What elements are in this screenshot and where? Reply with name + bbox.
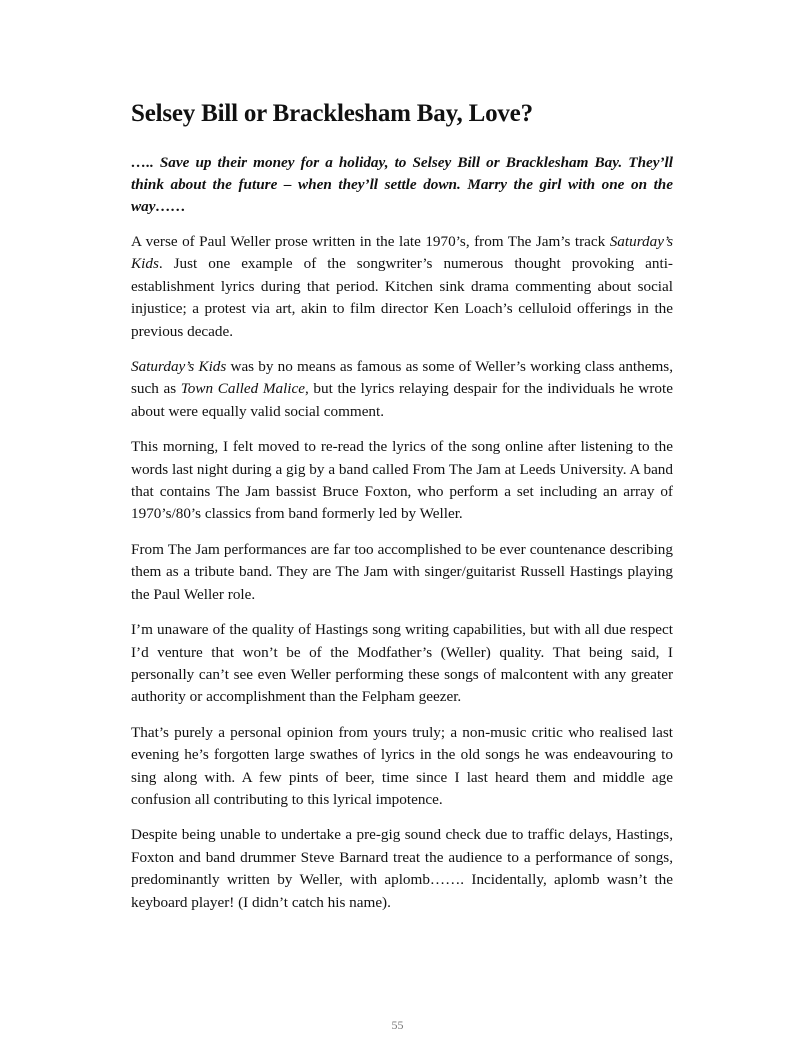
paragraph-1-text-end: . Just one example of the songwriter’s numerous thought provoking anti-establishment lyrics during that period. Kitchen sink drama commenting about social injustice; a protest via art, akin to film director Ken Loach’s celluloid offerings in the previous decade.: [131, 255, 673, 340]
paragraph-1: [131, 231, 673, 343]
paragraph-3: This morning, I felt moved to re-read the lyrics of the song online after listening to the words last night during a gig by a band called From The Jam at Leeds University. A band that contains The Jam bassist Bruce Foxton, who perform a set including an array of 1970’s/80’s classics from band formerly led by Weller.: [131, 438, 673, 523]
song-title-saturdays-kids-2: Saturday’s Kids: [131, 358, 227, 376]
song-title-town-called-malice: Town Called Malice: [180, 380, 306, 398]
paragraph-2-text-middle: was by no means as famous as some of Weller’s working class anthems, such as: [131, 358, 673, 398]
paragraph-7: Despite being unable to undertake a pre-gig sound check due to traffic delays, Hastings, Foxton and band drummer Steve Barnard treat the audience to a performance of songs, predominantly written by Weller, with aplomb……. Incidentally, aplomb wasn’t the keyboard player! (I didn’t catch his name).: [131, 826, 673, 911]
page-content: [131, 98, 673, 927]
song-title-saturdays-kids: Saturday’s Kids: [131, 233, 673, 273]
paragraph-1-text-start: A verse of Paul Weller prose written in the late 1970’s, from The Jam’s track: [131, 233, 610, 250]
paragraph-5: I’m unaware of the quality of Hastings song writing capabilities, but with all due respect I’d venture that won’t be of the Modfather’s (Weller) quality. That being said, I personally can’t see even Weller performing these songs of malcontent with any greater authority or accomplishment than the Felpham geezer.: [131, 621, 673, 706]
page-number: 55: [391, 1018, 404, 1032]
paragraph-2-text-end: , but the lyrics relaying despair for the individuals he wrote about were equally valid social comment.: [131, 380, 673, 420]
page-title: Selsey Bill or Bracklesham Bay, Love?: [131, 100, 533, 127]
epigraph-quote: ….. Save up their money for a holiday, to Selsey Bill or Bracklesham Bay. They’ll think about the future – when they’ll settle down. Marry the girl with one on the way……: [131, 154, 673, 215]
paragraph-6: That’s purely a personal opinion from yours truly; a non-music critic who realised last evening he’s forgotten large swathes of lyrics in the old songs he was endeavouring to sing along with. A few pints of beer, time since I last heard them and middle age confusion all contributing to this lyrical impotence.: [131, 723, 673, 808]
paragraph-2: [131, 356, 673, 423]
paragraph-4: From The Jam performances are far too accomplished to be ever countenance describing them as a tribute band. They are The Jam with singer/guitarist Russell Hastings playing the Paul Weller role.: [131, 540, 673, 603]
